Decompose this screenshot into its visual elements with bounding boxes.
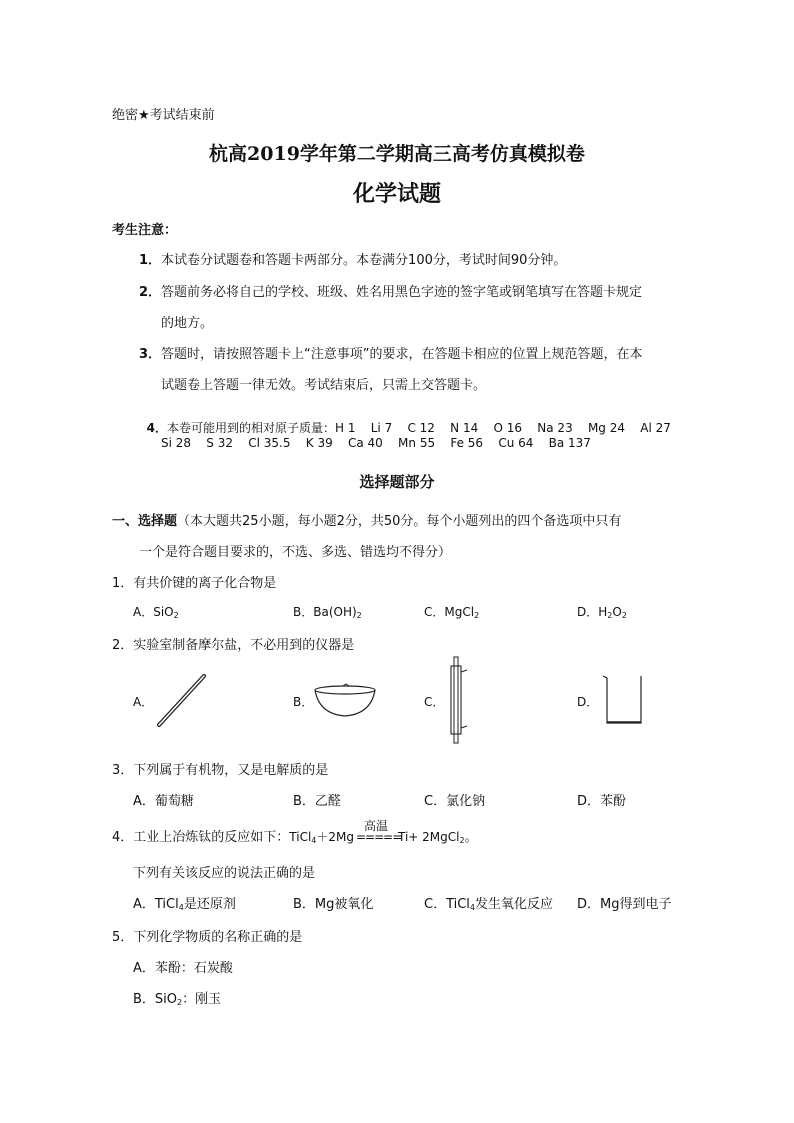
question-1-stem: 1．有共价键的离子化合物是 (112, 576, 277, 591)
question-2-option-d-label: D． (577, 695, 599, 709)
part-description: （本大题共25小题，每小题2分，共50分。每个小题列出的四个备选项中只有 (177, 514, 622, 529)
note-item-3 (139, 343, 643, 362)
part-description-cont: 一个是符合题目要求的，不选、多选、错选均不得分） (139, 545, 452, 560)
note-item-2-cont: 的地方。 (161, 316, 214, 331)
note-item-2 (139, 281, 642, 300)
question-2-option-b-label: B． (293, 695, 314, 709)
note-text: 答题时，请按照答题卡上“注意事项”的要求，在答题卡相应的位置上规范答题，在本 (161, 347, 643, 362)
note-number: 4． (146, 421, 167, 435)
note-number: 3． (139, 347, 162, 362)
question-2-option-a-label: A． (133, 695, 154, 709)
notes-heading: 考生注意： (112, 223, 178, 238)
question-4-stem: 4．工业上冶炼钛的反应如下：TiCl$_4$＋2Mg 高温 =====Ti+ 2MgCl$_2$。 (112, 819, 478, 845)
question-3-option-c: C．氯化钠 (424, 794, 486, 809)
note-item-1 (139, 249, 566, 268)
question-4-option-c: C．TiCl$_4$发生氧化反应 (424, 897, 554, 912)
question-3-option-b: B．乙醛 (293, 794, 341, 809)
question-1-option-b: B．$Ba(OH)_2$ (293, 605, 362, 620)
exam-title: 杭高2019学年第二学期高三高考仿真模拟卷 (209, 143, 585, 165)
atomic-masses-line1: 本卷可能用到的相对原子质量：H 1 Li 7 C 12 N 14 O 16 Na 23 Mg 24 Al 27 (167, 421, 671, 435)
note-text: 答题前务必将自己的学校、班级、姓名用黑色字迹的签字笔或钢笔填写在答题卡规定 (161, 285, 643, 300)
question-1-option-a: A．SiO$_2$ (133, 605, 179, 620)
question-2-option-c-label: C． (424, 695, 445, 709)
part-name: 选择题 (138, 514, 178, 529)
question-3-stem: 3．下列属于有机物，又是电解质的是 (112, 763, 329, 778)
note-number: 2． (139, 285, 162, 300)
question-5-stem: 5．下列化学物质的名称正确的是 (112, 930, 303, 945)
note-text: 本试卷分试题卷和答题卡两部分。本卷满分100分，考试时间90分钟。 (161, 253, 567, 268)
question-3-option-a: A．葡萄糖 (133, 794, 194, 809)
question-4-substem: 下列有关该反应的说法正确的是 (133, 866, 316, 881)
question-4-option-b: B．Mg被氧化 (293, 897, 374, 912)
subject-title: 化学试题 (352, 181, 441, 207)
question-1-option-c: C．MgCl$_2$ (424, 605, 480, 620)
section-title: 选择题部分 (359, 473, 435, 491)
atomic-masses-line2: Si 28 S 32 Cl 35.5 K 39 Ca 40 Mn 55 Fe 56 Cu 64 Ba 137 (161, 436, 591, 450)
condenser-icon (443, 656, 469, 744)
note-item-3-cont: 试题卷上答题一律无效。考试结束后，只需上交答题卡。 (161, 378, 487, 393)
note-item-4 (139, 405, 671, 436)
question-5-option-a: A．苯酚：石炭酸 (133, 961, 233, 976)
part-number: 一、 (112, 514, 139, 529)
reaction-condition: 高温 ===== (356, 819, 402, 844)
question-5-option-b: B．SiO$_2$：刚玉 (133, 992, 222, 1007)
question-1-option-d: D．$H_2O_2$ (577, 605, 627, 620)
question-4-option-a: A．TiCl$_4$是还原剂 (133, 897, 236, 912)
note-number: 1． (139, 253, 162, 268)
question-4-option-d: D．Mg得到电子 (577, 897, 672, 912)
glass-rod-icon (155, 673, 209, 729)
question-2-stem: 2．实验室制备摩尔盐，不必用到的仪器是 (112, 638, 355, 653)
part-heading (112, 510, 621, 529)
evaporating-dish-icon (313, 683, 377, 719)
beaker-icon (601, 673, 645, 727)
secrecy-label: 绝密★考试结束前 (112, 108, 215, 123)
question-3-option-d: D．苯酚 (577, 794, 627, 809)
